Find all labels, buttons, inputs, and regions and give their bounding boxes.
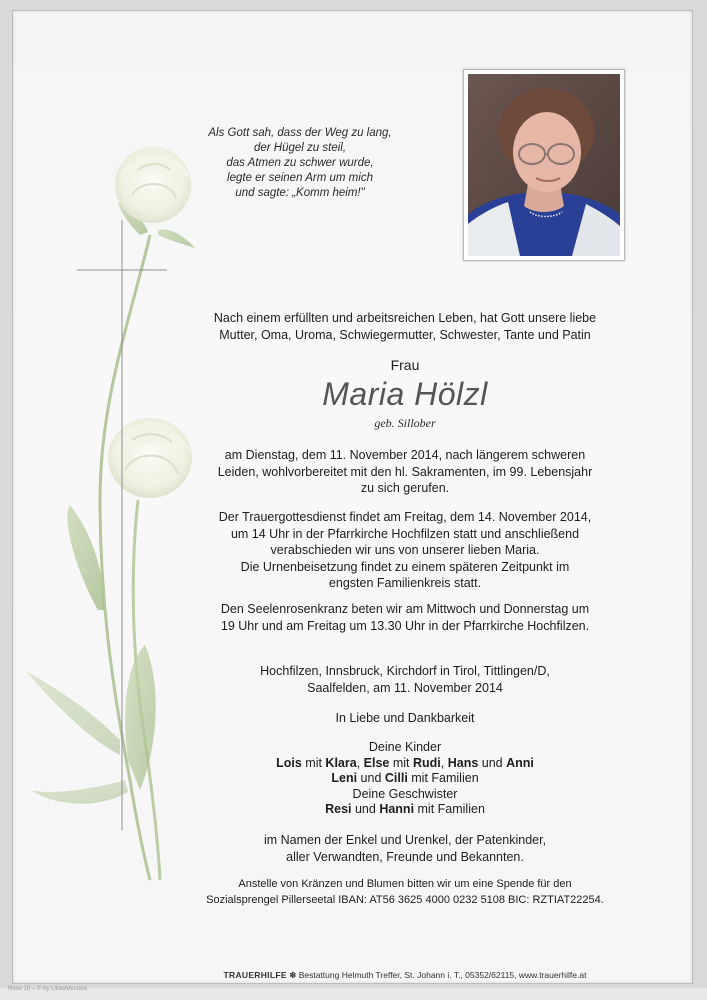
family-name: Hans <box>447 755 479 770</box>
poem-line: der Hügel zu steil, <box>253 142 347 154</box>
connector-text: und <box>351 802 380 816</box>
intro-line: Nach einem erfüllten und arbeitsreichen Leben, hat Gott unsere liebe <box>213 311 597 325</box>
family-name: Else <box>363 755 390 770</box>
connector-text: mit <box>389 755 413 770</box>
connector-text: mit Familien <box>407 771 479 785</box>
funeral-home-details: Bestattung Helmuth Treffer, St. Johann i. T., 05352/62115, www.trauerhilfe.at <box>298 970 587 980</box>
deceased-name: Maria Hölzl <box>322 376 488 412</box>
place-line: Saalfelden, am 11. November 2014 <box>307 680 503 695</box>
funeral-info <box>180 509 630 592</box>
connector-text: , <box>440 755 448 770</box>
place-and-date <box>180 663 630 696</box>
poem-line: Als Gott sah, dass der Weg zu lang, <box>208 127 392 139</box>
rosary-info <box>180 601 630 634</box>
connector-text: , <box>356 755 364 770</box>
family-name: Klara <box>325 755 357 770</box>
intro-text <box>180 310 630 343</box>
connector-text: und <box>357 771 385 785</box>
funeral-home-footer <box>160 970 650 981</box>
family-name: Leni <box>331 771 358 785</box>
maiden-name: geb. Sillober <box>374 416 436 430</box>
rose-mark-icon: ✽ <box>289 970 297 980</box>
rosary-line: Den Seelenrosenkranz beten wir am Mittwoch und Donnerstag um <box>220 602 590 616</box>
donation-line: Anstelle von Kränzen und Blumen bitten wir um eine Spende für den <box>238 878 572 890</box>
poem-line: und sagte: „Komm heim!" <box>235 187 365 199</box>
image-credit-note: Rose 10 – © by LiliashAustria <box>8 986 87 992</box>
intro-line: Mutter, Oma, Uroma, Schwiegermutter, Schwester, Tante und Patin <box>219 327 591 342</box>
death-notice-line: am Dienstag, dem 11. November 2014, nach längerem schweren <box>224 448 586 462</box>
family-name: Lois <box>276 755 302 770</box>
family-name: Resi <box>325 802 352 816</box>
funeral-home-brand: TRAUERHILFE <box>223 970 287 980</box>
funeral-line: engsten Familienkreis statt. <box>328 576 482 590</box>
relatives-line: aller Verwandten, Freunde und Bekannten. <box>286 849 524 864</box>
poem-line: das Atmen zu schwer wurde, <box>226 157 374 169</box>
funeral-line: um 14 Uhr in der Pfarrkirche Hochfilzen statt und anschließend <box>230 526 580 541</box>
funeral-line: verabschieden wir uns von unserer lieben Maria. <box>270 543 540 557</box>
death-notice <box>180 447 630 497</box>
relatives-text <box>180 832 630 865</box>
donation-request <box>160 876 650 908</box>
donation-line: Sozialsprengel Pillerseetal IBAN: AT56 3625 4000 0232 5108 BIC: RZTIAT22254. <box>206 894 604 906</box>
rosary-line: 19 Uhr und am Freitag um 13.30 Uhr in der Pfarrkirche Hochfilzen. <box>220 618 590 633</box>
page-edge <box>0 988 707 1000</box>
family-name: Rudi <box>412 755 441 770</box>
death-notice-line: zu sich gerufen. <box>360 481 450 495</box>
salutation: Frau <box>390 357 420 373</box>
siblings-heading: Deine Geschwister <box>352 786 458 801</box>
connector-text: mit Familien <box>414 802 485 816</box>
relatives-line: im Namen der Enkel und Urenkel, der Patenkinder, <box>263 833 547 847</box>
family-list <box>180 740 630 818</box>
funeral-line: Der Trauergottesdienst findet am Freitag, dem 14. November 2014, <box>218 510 592 524</box>
funeral-line: Die Urnenbeisetzung findet zu einem späteren Zeitpunkt im <box>240 559 570 574</box>
place-line: Hochfilzen, Innsbruck, Kirchdorf in Tirol, Tittlingen/D, <box>260 664 550 678</box>
children-line <box>180 756 630 772</box>
connector-text: und <box>478 755 507 770</box>
family-name: Hanni <box>379 802 415 816</box>
siblings-line <box>180 802 630 818</box>
family-name: Anni <box>506 755 534 770</box>
portrait-image <box>468 74 620 256</box>
connector-text: mit <box>301 755 326 770</box>
portrait-photo <box>463 69 625 261</box>
death-notice-line: Leiden, wohlvorbereitet mit den hl. Sakramenten, im 99. Lebensjahr <box>217 464 593 479</box>
poem <box>180 126 420 201</box>
family-name: Cilli <box>384 771 408 785</box>
children-heading: Deine Kinder <box>368 740 442 754</box>
closing-phrase: In Liebe und Dankbarkeit <box>335 711 475 725</box>
poem-line: legte er seinen Arm um mich <box>227 172 373 184</box>
children-line <box>180 771 630 787</box>
